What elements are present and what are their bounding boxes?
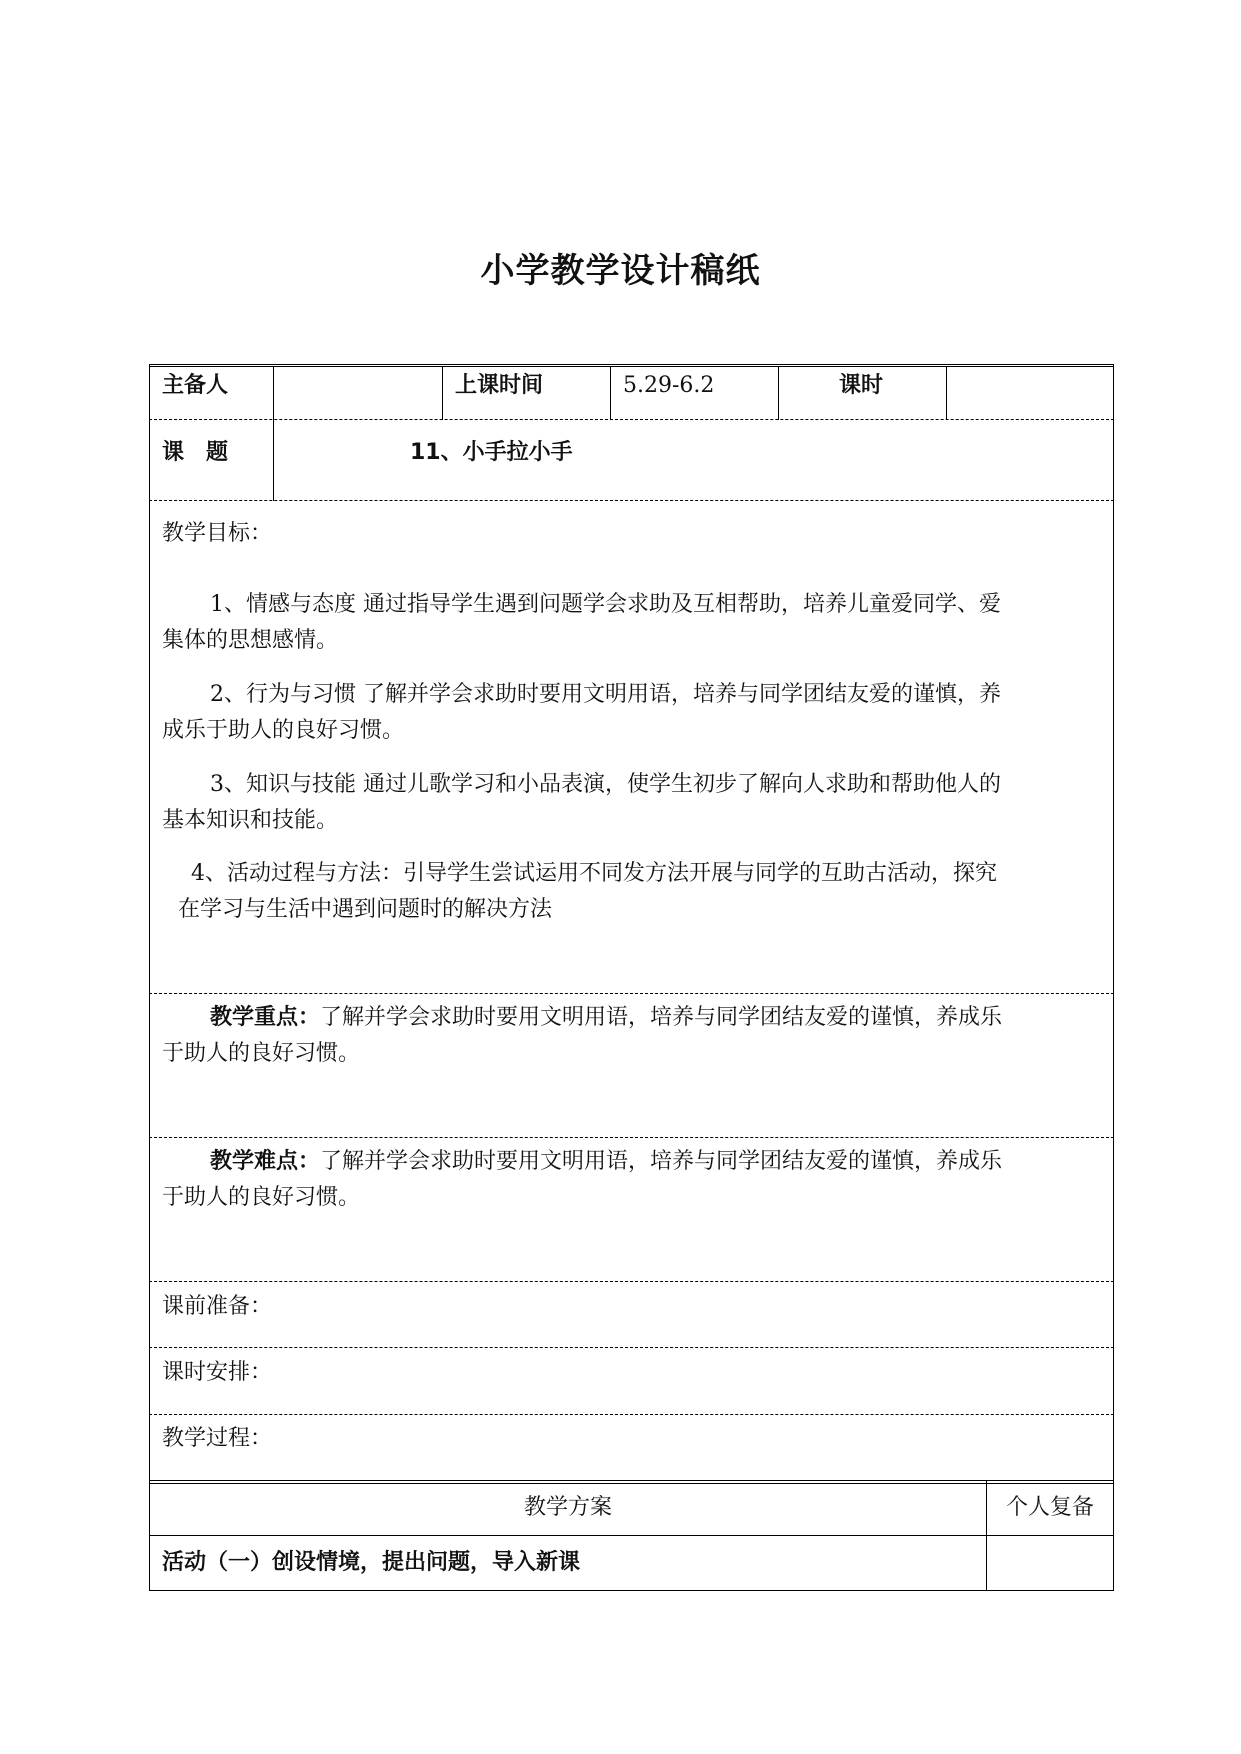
row-separator-preparation [149, 1347, 1114, 1348]
row-separator-header [149, 419, 1114, 420]
objective-line: 成乐于助人的良好习惯。 [162, 718, 405, 743]
topic-value: 11、小手拉小手 [410, 440, 573, 465]
key-point-text: 了解并学会求助时要用文明用语，培养与同学团结友爱的谨慎，养成乐 [320, 1005, 1003, 1030]
frame-double-top-line [149, 366, 1114, 367]
preparer-label: 主备人 [162, 373, 229, 398]
key-point-label: 教学重点： [210, 1005, 321, 1030]
objective-item [162, 767, 1102, 839]
topic-divider [273, 420, 274, 501]
objective-line: 基本知识和技能。 [162, 808, 339, 833]
plan-right-border [1113, 1481, 1114, 1591]
plan-row-activity: 活动（一）创设情境，提出问题，导入新课 [162, 1550, 581, 1575]
periods-label: 课时 [839, 373, 884, 398]
difficulty-label: 教学难点： [210, 1149, 321, 1174]
topic-label: 课 题 [162, 440, 229, 465]
row-separator-difficulty [149, 1281, 1114, 1282]
objective-line: 3、知识与技能 通过儿歌学习和小品表演，使学生初步了解向人求助和帮助他人的 [210, 772, 1001, 797]
row-separator-process [149, 1480, 1114, 1481]
key-point-text-cont: 于助人的良好习惯。 [162, 1041, 361, 1066]
header-divider-3 [610, 366, 611, 420]
class-time-value: 5.29-6.2 [623, 373, 715, 398]
header-divider-2 [442, 366, 443, 420]
page-title: 小学教学设计稿纸 [480, 251, 761, 291]
row-separator-keypoint [149, 1137, 1114, 1138]
key-point-block [162, 1000, 1102, 1072]
process-label: 教学过程： [162, 1426, 273, 1451]
class-time-label: 上课时间 [455, 373, 544, 398]
objective-line: 集体的思想感情。 [162, 628, 339, 653]
objectives-heading: 教学目标： [162, 521, 273, 546]
header-divider-4 [778, 366, 779, 420]
header-divider-5 [946, 366, 947, 420]
preparation-label: 课前准备： [162, 1294, 273, 1319]
objective-line: 2、行为与习惯 了解并学会求助时要用文明用语，培养与同学团结友爱的谨慎，养 [210, 682, 1001, 707]
objective-line: 4、活动过程与方法：引导学生尝试运用不同发方法开展与同学的互助古活动，探究 [191, 861, 997, 886]
header-divider-1 [273, 366, 274, 420]
plan-header-personal: 个人复备 [1005, 1495, 1094, 1520]
objective-item [162, 856, 1102, 928]
plan-header-scheme: 教学方案 [523, 1495, 612, 1520]
schedule-label: 课时安排： [162, 1360, 273, 1385]
row-separator-objectives [149, 993, 1114, 994]
difficulty-block [162, 1144, 1102, 1216]
row-separator-topic [149, 500, 1114, 501]
plan-header-separator [149, 1535, 1114, 1536]
objective-item [162, 677, 1102, 749]
plan-bottom-line [149, 1590, 1114, 1591]
row-separator-process-double [149, 1483, 1114, 1484]
row-separator-schedule [149, 1414, 1114, 1415]
objective-item [162, 587, 1102, 659]
difficulty-text-cont: 于助人的良好习惯。 [162, 1185, 361, 1210]
difficulty-text: 了解并学会求助时要用文明用语，培养与同学团结友爱的谨慎，养成乐 [320, 1149, 1003, 1174]
objective-line: 在学习与生活中遇到问题时的解决方法 [178, 897, 553, 922]
objective-line: 1、情感与态度 通过指导学生遇到问题学会求助及互相帮助，培养儿童爱同学、爱 [210, 592, 1001, 617]
